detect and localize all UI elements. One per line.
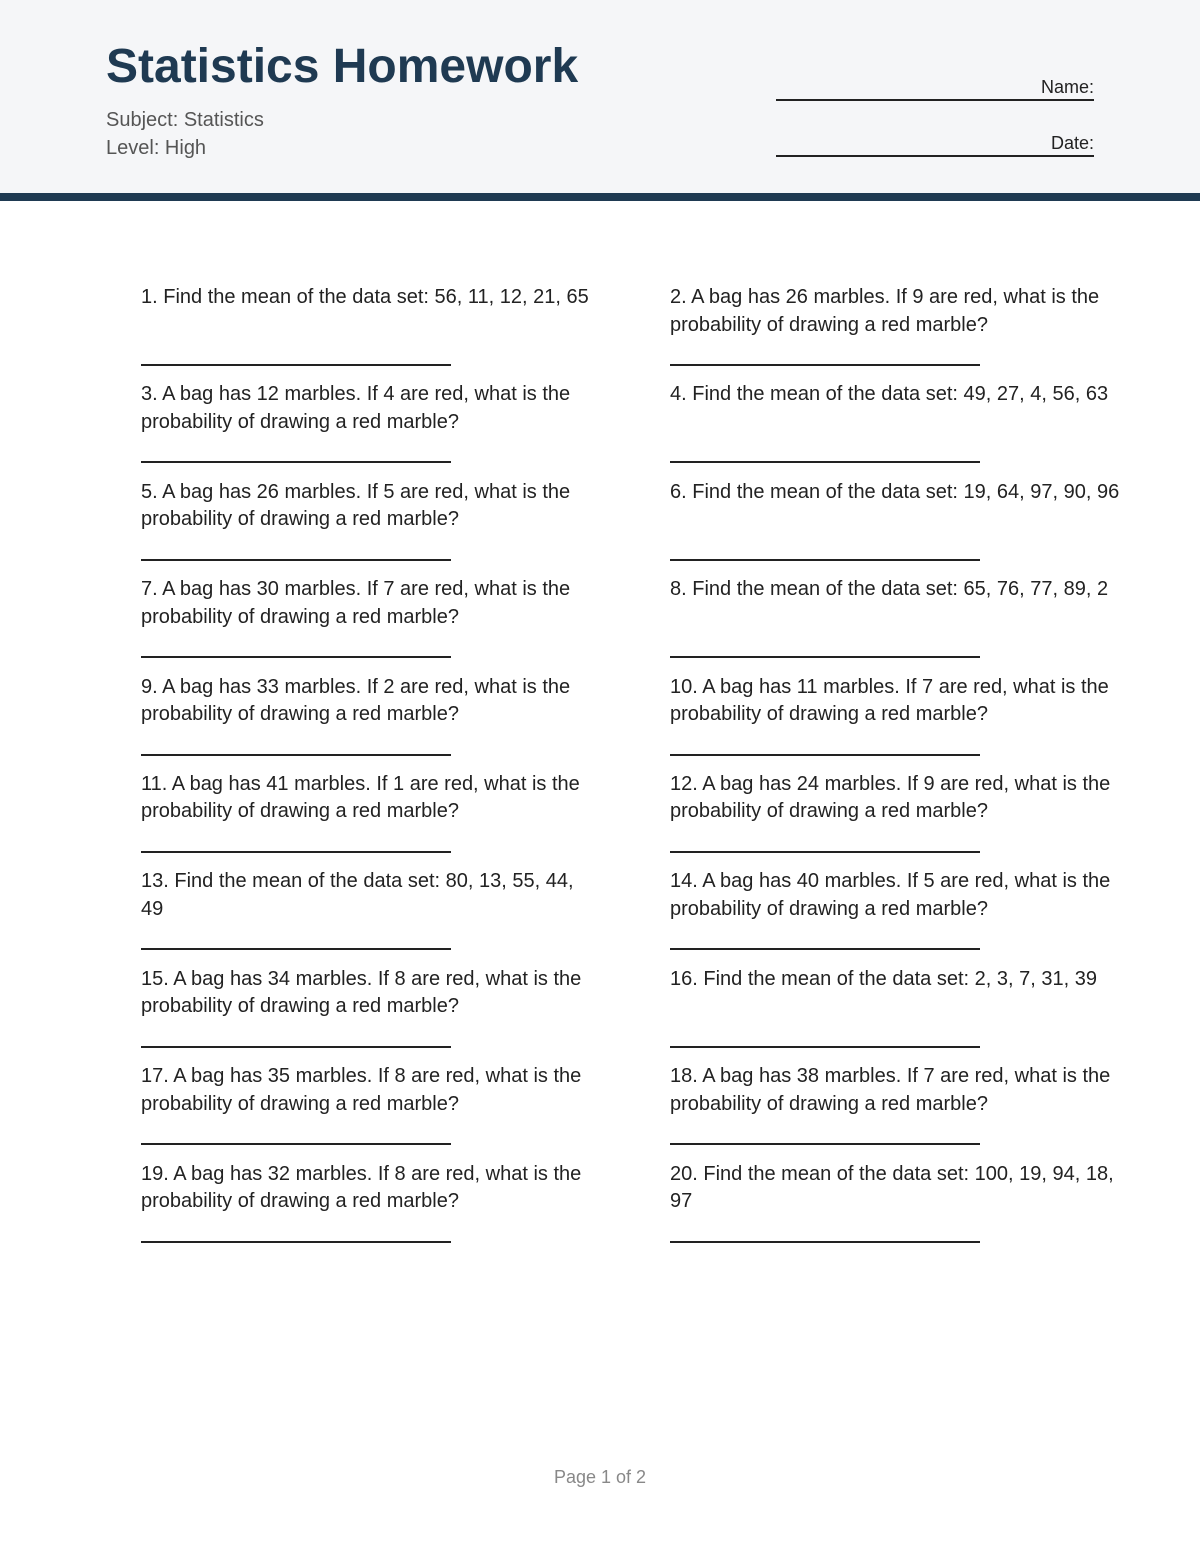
question-text: 12. A bag has 24 marbles. If 9 are red, what is the probability of drawing a red marble?	[670, 772, 1111, 823]
subject-label: Subject: Statistics	[106, 109, 264, 131]
question-item	[141, 1063, 601, 1160]
answer-line[interactable]	[141, 1241, 451, 1243]
question-text: 1. Find the mean of the data set: 56, 11, 12, 21, 65	[141, 286, 589, 308]
answer-line[interactable]	[670, 1241, 980, 1243]
answer-line[interactable]	[670, 1143, 980, 1145]
question-text: 9. A bag has 33 marbles. If 2 are red, what is the probability of drawing a red marble?	[141, 675, 571, 726]
question-item	[670, 771, 1130, 868]
question-text: 16. Find the mean of the data set: 2, 3, 7, 31, 39	[670, 967, 1097, 990]
answer-line[interactable]	[141, 656, 451, 658]
question-item	[670, 381, 1130, 478]
question-item	[141, 576, 601, 673]
question-item	[670, 674, 1130, 771]
name-field[interactable]	[776, 75, 1094, 101]
answer-line[interactable]	[670, 656, 980, 658]
question-text: 13. Find the mean of the data set: 80, 13, 55, 44, 49	[141, 870, 574, 920]
page-title: Statistics Homework	[106, 40, 579, 93]
answer-line[interactable]	[670, 461, 980, 463]
question-text: 15. A bag has 34 marbles. If 8 are red, what is the probability of drawing a red marble?	[141, 967, 582, 1018]
answer-line[interactable]	[141, 364, 451, 366]
name-label: Name:	[1040, 77, 1094, 97]
level-label: Level: High	[106, 137, 207, 159]
question-item	[141, 868, 601, 965]
page-number: Page 1 of 2	[553, 1467, 647, 1487]
answer-line[interactable]	[670, 948, 980, 950]
question-item	[141, 381, 601, 478]
date-field[interactable]	[776, 131, 1094, 157]
question-item	[670, 576, 1130, 673]
answer-line[interactable]	[141, 1143, 451, 1145]
question-item	[670, 1063, 1130, 1160]
question-item	[141, 966, 601, 1063]
question-text: 6. Find the mean of the data set: 19, 64, 97, 90, 96	[670, 480, 1120, 503]
answer-line[interactable]	[670, 364, 980, 366]
answer-line[interactable]	[670, 1046, 980, 1048]
answer-line[interactable]	[670, 559, 980, 561]
question-item	[670, 284, 1130, 381]
answer-line[interactable]	[141, 851, 451, 853]
question-text: 17. A bag has 35 marbles. If 8 are red, what is the probability of drawing a red marble?	[141, 1065, 582, 1115]
question-item	[141, 284, 601, 381]
question-text: 7. A bag has 30 marbles. If 7 are red, what is the probability of drawing a red marble?	[141, 578, 571, 628]
answer-line[interactable]	[670, 754, 980, 756]
question-text: 14. A bag has 40 marbles. If 5 are red, what is the probability of drawing a red marble?	[670, 870, 1111, 920]
question-text: 4. Find the mean of the data set: 49, 27, 4, 56, 63	[670, 383, 1109, 406]
answer-line[interactable]	[141, 461, 451, 463]
answer-line[interactable]	[670, 851, 980, 853]
question-item	[141, 1161, 601, 1258]
question-item	[670, 479, 1130, 576]
answer-line[interactable]	[141, 1046, 451, 1048]
question-text: 19. A bag has 32 marbles. If 8 are red, what is the probability of drawing a red marble?	[141, 1162, 582, 1213]
answer-line[interactable]	[141, 948, 451, 950]
question-item	[141, 479, 601, 576]
question-text: 3. A bag has 12 marbles. If 4 are red, what is the probability of drawing a red marble?	[141, 383, 571, 433]
question-item	[670, 1161, 1130, 1258]
question-text: 18. A bag has 38 marbles. If 7 are red, what is the probability of drawing a red marble?	[670, 1065, 1111, 1115]
question-text: 20. Find the mean of the data set: 100, 19, 94, 18, 97	[670, 1162, 1114, 1213]
question-item	[670, 868, 1130, 965]
question-text: 5. A bag has 26 marbles. If 5 are red, what is the probability of drawing a red marble?	[141, 480, 571, 531]
worksheet-header	[0, 0, 1200, 201]
question-text: 11. A bag has 41 marbles. If 1 are red, what is the probability of drawing a red marble?	[141, 772, 580, 823]
answer-line[interactable]	[141, 754, 451, 756]
question-text: 2. A bag has 26 marbles. If 9 are red, what is the probability of drawing a red marble?	[670, 286, 1100, 336]
question-item	[141, 674, 601, 771]
answer-line[interactable]	[141, 559, 451, 561]
question-text: 10. A bag has 11 marbles. If 7 are red, what is the probability of drawing a red marble?	[670, 675, 1109, 726]
date-label: Date:	[1050, 133, 1094, 153]
question-text: 8. Find the mean of the data set: 65, 76, 77, 89, 2	[670, 578, 1109, 601]
question-item	[670, 966, 1130, 1063]
question-grid	[141, 284, 1120, 1258]
question-item	[141, 771, 601, 868]
